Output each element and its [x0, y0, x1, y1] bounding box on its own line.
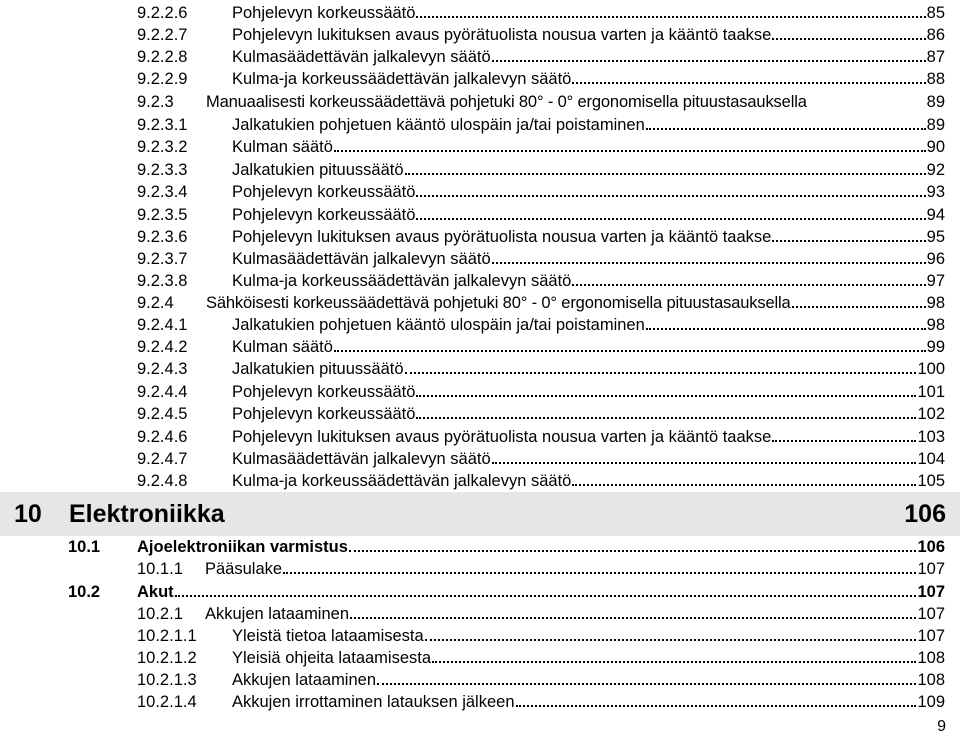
- toc-entry-title: Kulmasäädettävän jalkalevyn säätö: [232, 250, 491, 268]
- toc-entry[interactable]: [137, 114, 945, 136]
- toc-entry-page: 100: [917, 360, 945, 378]
- toc-entry[interactable]: [137, 403, 945, 425]
- toc-entry-page: 109: [917, 693, 945, 711]
- toc-entry-number: 9.2.3.7: [137, 250, 188, 268]
- toc-entry-number: 10.1.1: [137, 560, 183, 578]
- dot-leader: [792, 306, 926, 308]
- toc-entry-page: 98: [926, 294, 945, 312]
- toc-entry-number: 9.2.4: [137, 294, 174, 312]
- toc-entry-title: Sähköisesti korkeussäädettävä pohjetuki 80° - 0° ergonomisella pituustasauksella: [206, 294, 791, 312]
- toc-entry[interactable]: [68, 536, 945, 558]
- toc-entry-title: Pohjelevyn lukituksen avaus pyörätuolista nousua varten ja kääntö taakse: [232, 428, 772, 446]
- dot-leader: [416, 417, 916, 419]
- toc-entry-title: Pohjelevyn korkeussäätö: [232, 206, 416, 224]
- toc-entry-number: 9.2.3.1: [137, 116, 188, 134]
- toc-entry[interactable]: [137, 647, 945, 669]
- toc-entry-page: 101: [917, 383, 945, 401]
- toc-entry-page: 98: [926, 316, 945, 334]
- toc-entry[interactable]: [137, 314, 945, 336]
- toc-entry-number: 9.2.3: [137, 93, 174, 111]
- dot-leader: [377, 683, 916, 685]
- dot-leader: [416, 16, 925, 18]
- toc-entry[interactable]: [137, 470, 945, 492]
- toc-entry[interactable]: [137, 204, 945, 226]
- dot-leader: [350, 617, 916, 619]
- toc-entry[interactable]: [137, 669, 945, 691]
- toc-entry-title: Pohjelevyn korkeussäätö: [232, 4, 416, 22]
- toc-entry-title: Jalkatukien pituussäätö: [232, 360, 404, 378]
- dot-leader: [492, 262, 926, 264]
- dot-leader: [572, 82, 925, 84]
- dot-leader: [516, 705, 917, 707]
- dot-leader: [283, 572, 916, 574]
- toc-entry-number: 9.2.3.8: [137, 272, 188, 290]
- toc-entry-title: Yleistä tietoa lataamisesta: [232, 627, 424, 645]
- toc-entry-title: Kulmasäädettävän jalkalevyn säätö: [232, 48, 491, 66]
- toc-entry-number: 9.2.3.3: [137, 161, 188, 179]
- toc-entry[interactable]: [137, 226, 945, 248]
- toc-entry-number: 9.2.4.5: [137, 405, 188, 423]
- toc-entry-page: 108: [917, 649, 945, 667]
- toc-entry[interactable]: [137, 91, 945, 113]
- toc-entry[interactable]: [137, 448, 945, 470]
- toc-entry-title: Akut: [137, 583, 174, 601]
- toc-entry-title: Kulma-ja korkeussäädettävän jalkalevyn säätö: [232, 472, 572, 490]
- chapter-number: 10: [14, 500, 42, 528]
- toc-entry[interactable]: [137, 46, 945, 68]
- dot-leader: [772, 38, 925, 40]
- dot-leader: [572, 284, 925, 286]
- toc-entry-number: 10.2: [68, 583, 101, 601]
- toc-entry-page: 107: [917, 605, 945, 623]
- toc-entry-number: 9.2.4.6: [137, 428, 188, 446]
- toc-entry-page: 97: [926, 272, 945, 290]
- toc-entry[interactable]: [137, 426, 945, 448]
- dot-leader: [405, 173, 926, 175]
- toc-entry-number: 9.2.3.4: [137, 183, 188, 201]
- toc-entry-title: Kulman säätö: [232, 338, 333, 356]
- dot-leader: [572, 484, 916, 486]
- toc-entry-number: 9.2.2.8: [137, 48, 188, 66]
- dot-leader: [772, 240, 925, 242]
- chapter-title[interactable]: Elektroniikka: [69, 500, 225, 528]
- toc-entry-title: Jalkatukien pituussäätö: [232, 161, 404, 179]
- toc-entry[interactable]: [137, 181, 945, 203]
- dot-leader: [492, 462, 917, 464]
- toc-entry[interactable]: [137, 248, 945, 270]
- toc-entry-page: 93: [926, 183, 945, 201]
- toc-entry-title: Yleisiä ohjeita lataamisesta: [232, 649, 432, 667]
- toc-entry-number: 9.2.4.1: [137, 316, 188, 334]
- toc-entry[interactable]: [137, 625, 945, 647]
- toc-entry-title: Akkujen irrottaminen latauksen jälkeen: [232, 693, 515, 711]
- toc-entry-number: 9.2.4.7: [137, 450, 188, 468]
- dot-leader: [334, 350, 926, 352]
- dot-leader: [492, 60, 926, 62]
- toc-entry-number: 10.2.1.3: [137, 671, 197, 689]
- toc-entry-title: Ajoelektroniikan varmistus: [137, 538, 348, 556]
- dot-leader: [646, 328, 926, 330]
- toc-entry-page: 108: [917, 671, 945, 689]
- toc-entry-page: 89: [926, 93, 945, 111]
- toc-entry-title: Kulman säätö: [232, 138, 333, 156]
- toc-entry-title: Pohjelevyn korkeussäätö: [232, 383, 416, 401]
- toc-entry-title: Pohjelevyn korkeussäätö: [232, 405, 416, 423]
- toc-entry-page: 107: [917, 627, 945, 645]
- toc-entry-page: 105: [917, 472, 945, 490]
- dot-leader: [772, 440, 916, 442]
- toc-entry-page: 88: [926, 70, 945, 88]
- toc-entry-page: 99: [926, 338, 945, 356]
- toc-entry-number: 10.2.1: [137, 605, 183, 623]
- dot-leader: [646, 128, 926, 130]
- toc-entry-page: 103: [917, 428, 945, 446]
- dot-leader: [416, 218, 925, 220]
- toc-entry-page: 92: [926, 161, 945, 179]
- toc-entry-page: 94: [926, 206, 945, 224]
- toc-entry-title: Pääsulake: [205, 560, 283, 578]
- dot-leader: [416, 195, 925, 197]
- toc-entry-title: Pohjelevyn lukituksen avaus pyörätuolista nousua varten ja kääntö taakse: [232, 228, 772, 246]
- toc-entry-page: 106: [917, 538, 945, 556]
- page-number: 9: [937, 718, 946, 735]
- dot-leader: [416, 395, 916, 397]
- chapter-page: 106: [904, 500, 946, 528]
- toc-entry-number: 10.2.1.4: [137, 693, 197, 711]
- toc-entry-number: 9.2.3.5: [137, 206, 188, 224]
- toc-entry[interactable]: [137, 336, 945, 358]
- toc-entry[interactable]: [137, 2, 945, 24]
- toc-entry-number: 10.2.1.1: [137, 627, 197, 645]
- toc-entry[interactable]: [137, 159, 945, 181]
- toc-entry[interactable]: [137, 270, 945, 292]
- toc-entry-title: Kulmasäädettävän jalkalevyn säätö: [232, 450, 491, 468]
- toc-entry-page: 102: [917, 405, 945, 423]
- dot-leader: [334, 150, 926, 152]
- toc-entry[interactable]: [137, 292, 945, 314]
- toc-entry-title: Jalkatukien pohjetuen kääntö ulospäin ja/tai poistaminen: [232, 316, 645, 334]
- toc-entry-number: 9.2.2.6: [137, 4, 188, 22]
- toc-entry[interactable]: [137, 603, 945, 625]
- toc-entry-number: 9.2.3.2: [137, 138, 188, 156]
- toc-entry-title: Kulma-ja korkeussäädettävän jalkalevyn säätö: [232, 70, 572, 88]
- toc-entry-page: 90: [926, 138, 945, 156]
- toc-entry-number: 9.2.2.7: [137, 26, 188, 44]
- toc-entry-title: Manuaalisesti korkeussäädettävä pohjetuki 80° - 0° ergonomisella pituustasauksella: [206, 93, 807, 111]
- toc-entry-page: 107: [917, 583, 945, 601]
- toc-entry[interactable]: [68, 581, 945, 603]
- toc-entry-number: 9.2.4.3: [137, 360, 188, 378]
- toc-entry-page: 87: [926, 48, 945, 66]
- toc-entry-title: Akkujen lataaminen: [232, 671, 377, 689]
- toc-entry[interactable]: [137, 558, 945, 580]
- dot-leader: [349, 550, 917, 552]
- toc-entry[interactable]: [137, 68, 945, 90]
- toc-entry-number: 10.2.1.2: [137, 649, 197, 667]
- toc-entry-page: 96: [926, 250, 945, 268]
- toc-entry-page: 104: [917, 450, 945, 468]
- toc-entry-number: 9.2.3.6: [137, 228, 188, 246]
- toc-entry-page: 86: [926, 26, 945, 44]
- toc-entry-title: Kulma-ja korkeussäädettävän jalkalevyn säätö: [232, 272, 572, 290]
- toc-entry-title: Jalkatukien pohjetuen kääntö ulospäin ja/tai poistaminen: [232, 116, 645, 134]
- toc-entry-page: 85: [926, 4, 945, 22]
- dot-leader: [432, 661, 916, 663]
- toc-entry-number: 9.2.4.8: [137, 472, 188, 490]
- dot-leader: [425, 639, 917, 641]
- toc-entry-title: Pohjelevyn korkeussäätö: [232, 183, 416, 201]
- toc-entry-page: 107: [917, 560, 945, 578]
- toc-entry-number: 9.2.4.4: [137, 383, 188, 401]
- toc-entry[interactable]: [137, 358, 945, 380]
- toc-entry-page: 95: [926, 228, 945, 246]
- toc-entry-title: Pohjelevyn lukituksen avaus pyörätuolista nousua varten ja kääntö taakse: [232, 26, 772, 44]
- toc-entry-number: 9.2.2.9: [137, 70, 188, 88]
- toc-entry-title: Akkujen lataaminen: [205, 605, 350, 623]
- toc-entry-page: 89: [926, 116, 945, 134]
- dot-leader: [405, 372, 917, 374]
- toc-entry[interactable]: [137, 381, 945, 403]
- toc-entry-number: 9.2.4.2: [137, 338, 188, 356]
- toc-entry[interactable]: [137, 136, 945, 158]
- toc-entry[interactable]: [137, 691, 945, 713]
- toc-entry[interactable]: [137, 24, 945, 46]
- toc-entry-number: 10.1: [68, 538, 101, 556]
- dot-leader: [175, 595, 917, 597]
